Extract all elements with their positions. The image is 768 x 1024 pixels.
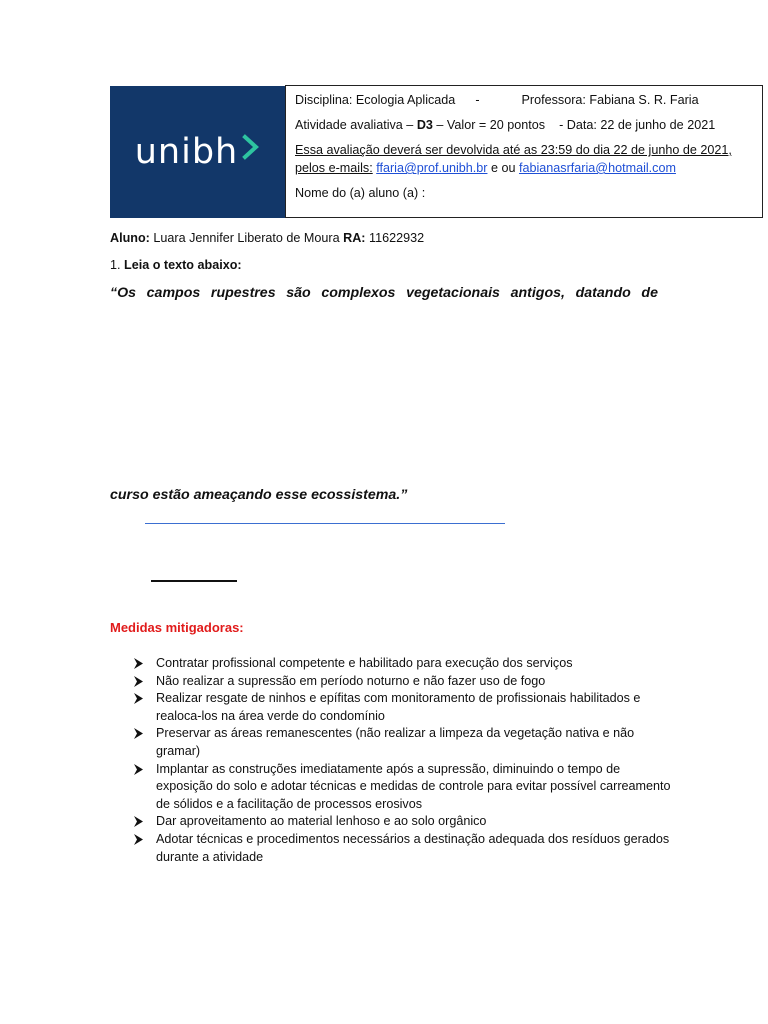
email-link-2[interactable]: fabianasrfaria@hotmail.com: [518, 161, 676, 175]
activity-date: - Data: 22 de junho de 2021: [559, 118, 716, 132]
logo-text: unibh: [134, 131, 239, 172]
list-item: [132, 813, 672, 831]
list-item-text: Dar aproveitamento ao material lenhoso e ao solo orgânico: [156, 814, 487, 829]
list-item-text: Implantar as construções imediatamente após a supressão, diminuindo o tempo de exposição do solo e adotar técnicas e medidas de controle para evitar possível carreamento de sólidos e a facilitação de processos erosivos: [156, 761, 671, 811]
arrow-bullet-icon: [132, 725, 146, 742]
list-item: [132, 690, 672, 725]
arrow-bullet-icon: [132, 655, 146, 672]
chevron-right-icon: [241, 134, 261, 160]
activity-value: – Valor = 20 pontos: [436, 118, 546, 132]
discipline-line: [295, 91, 762, 109]
ra-label: RA:: [343, 231, 366, 245]
email-separator: e ou: [490, 161, 516, 175]
list-item-text: Realizar resgate de ninhos e epífitas com monitoramento de profissionais habilitados e realoca-los na área verde do condomínio: [156, 691, 641, 723]
list-item-text: Não realizar a supressão em período noturno e não fazer uso de fogo: [156, 673, 546, 688]
emails-label: pelos e-mails:: [295, 161, 373, 175]
deadline-line: Essa avaliação deverá ser devolvida até as 23:59 do dia 22 de junho de 2021,: [295, 143, 732, 157]
measures-list: [132, 655, 672, 866]
arrow-bullet-icon: [132, 813, 146, 830]
student-name: Luara Jennifer Liberato de Moura: [153, 231, 340, 245]
list-item: [132, 761, 672, 814]
separator-dash: -: [475, 93, 480, 107]
activity-prefix: Atividade avaliativa –: [295, 118, 414, 132]
arrow-bullet-icon: [132, 690, 146, 707]
measures-heading: Medidas mitigadoras:: [110, 620, 244, 635]
arrow-bullet-icon: [132, 831, 146, 848]
student-label: Aluno:: [110, 231, 150, 245]
emails-line: [295, 159, 762, 177]
list-item: [132, 655, 672, 673]
question-instruction: Leia o texto abaixo:: [124, 258, 242, 272]
question-number: 1.: [110, 258, 121, 272]
unibh-logo: [110, 86, 286, 218]
logo-wordmark: [134, 131, 262, 172]
arrow-bullet-icon: [132, 761, 146, 778]
arrow-bullet-icon: [132, 673, 146, 690]
list-item: [132, 831, 672, 866]
activity-line: [295, 116, 762, 134]
ra-value: 11622932: [369, 231, 425, 245]
student-line: [110, 231, 424, 245]
activity-code: D3: [416, 118, 433, 132]
list-item: [132, 673, 672, 691]
list-item-text: Contratar profissional competente e habilitado para execução dos serviços: [156, 656, 573, 670]
quote-start: “Os campos rupestres são complexos vegetacionais antigos, datando de: [110, 285, 658, 301]
list-item-text: Preservar as áreas remanescentes (não realizar a limpeza da vegetação nativa e não gramar): [156, 726, 635, 758]
professor-text: Professora: Fabiana S. R. Faria: [521, 93, 699, 107]
blue-divider-line: [145, 523, 505, 524]
assessment-info-box: [285, 85, 763, 218]
email-link-1[interactable]: ffaria@prof.unibh.br: [376, 161, 488, 175]
question-heading: [110, 258, 242, 272]
student-name-field: Nome do (a) aluno (a) :: [295, 186, 426, 200]
list-item-text: Adotar técnicas e procedimentos necessários a destinação adequada dos resíduos gerados durante a atividade: [156, 831, 670, 864]
discipline-text: Disciplina: Ecologia Aplicada: [295, 93, 456, 107]
quote-end: curso estão ameaçando esse ecossistema.”: [110, 487, 408, 503]
list-item: [132, 725, 672, 760]
black-divider-line: [151, 580, 237, 582]
